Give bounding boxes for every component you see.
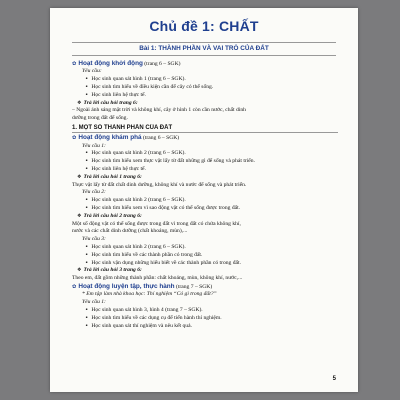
answer-heading — [72, 100, 338, 108]
list-item-text: Học sinh tìm hiểu xem vì sao động vật có thể sống được trong đất. — [91, 204, 241, 211]
section-heading-text: 1. MỘT SỐ THÀNH PHẦN CỦA ĐẤT — [72, 124, 173, 131]
paragraph-text: – Ngoài ánh sáng mặt trời và không khí, cây ở hình 1 còn cần nước, chất dinh — [72, 107, 246, 114]
requirement-text: * Em tập làm nhà khoa học: Thí nghiệm “Có gì trong đất?” — [82, 291, 217, 298]
requirement-text: Yêu cầu 1: — [82, 299, 106, 306]
answer-heading-text: Trả lời câu hỏi 2 trang 6: — [83, 212, 142, 219]
paragraph-text: dưỡng trong đất để sống. — [72, 115, 128, 122]
paragraph-line — [72, 182, 338, 190]
bullet-icon: • — [85, 314, 89, 321]
list-item — [72, 307, 338, 315]
list-item-text: Học sinh quan sát hình 2 (trang 6 – SGK). — [91, 150, 186, 157]
star-icon: ✿ — [72, 135, 77, 142]
requirement-label — [72, 299, 338, 307]
answer-heading-text: Trả lời câu hỏi 1 trang 6: — [83, 173, 142, 180]
list-item — [72, 150, 338, 158]
paragraph-line — [72, 221, 338, 229]
diamond-icon: ❖ — [77, 267, 82, 274]
paragraph-line — [72, 107, 338, 115]
bullet-icon: • — [85, 204, 89, 211]
chapter-title: Chủ đề 1: CHẤT — [149, 18, 259, 34]
star-icon: ✿ — [72, 61, 77, 67]
diamond-icon: ❖ — [77, 173, 82, 180]
requirement-label — [72, 68, 338, 76]
list-item-text: Học sinh tìm hiểu về điều kiện cần để cây có thể sống. — [91, 84, 214, 90]
requirement-text: Yêu cầu 3: — [82, 236, 106, 243]
list-item — [72, 158, 338, 166]
diamond-icon: ❖ — [77, 99, 82, 106]
list-item — [72, 323, 338, 331]
lesson-divider — [72, 55, 336, 56]
list-item-text: Học sinh quan sát hình 3, hình 4 (trang 7 – SGK). — [91, 306, 203, 313]
paragraph-line — [72, 115, 338, 123]
list-item — [72, 315, 338, 323]
activity-page-ref: (trang 6 – SGK) — [141, 135, 180, 142]
answer-heading-text: Trả lời câu hỏi 3 trang 6: — [83, 267, 142, 274]
activity-page-ref: (trang 7 – SGK) — [174, 283, 213, 290]
page-body — [72, 60, 338, 330]
requirement-label — [72, 189, 338, 197]
list-item — [72, 260, 338, 268]
list-item — [72, 92, 338, 100]
page-number: 5 — [332, 376, 336, 382]
bullet-icon: • — [85, 197, 89, 204]
list-item — [72, 244, 338, 252]
requirement-label — [72, 291, 338, 299]
requirement-text: Yêu cầu 2: — [82, 189, 106, 196]
activity-title: Hoạt động khởi động — [78, 60, 143, 67]
requirement-label — [72, 236, 338, 244]
bullet-icon: • — [85, 76, 89, 83]
list-item — [72, 197, 338, 205]
list-item — [72, 76, 338, 84]
list-item — [72, 252, 338, 260]
list-item-text: Học sinh tìm hiểu xem thực vật lấy từ đất những gì để sống và phát triển. — [91, 158, 255, 165]
paragraph-text: Thực vật lấy từ đất chất dinh dưỡng, không khí và nước để sống và phát triển. — [72, 181, 247, 188]
bullet-icon: • — [85, 165, 89, 172]
paragraph-line — [72, 275, 338, 283]
list-item-text: Học sinh tìm hiểu về các thành phần có trong đất. — [91, 251, 203, 258]
title-divider — [72, 42, 336, 43]
list-item-text: Học sinh quan sát thí nghiệm và nêu kết quả. — [91, 322, 192, 329]
section-heading — [72, 124, 338, 132]
bullet-icon: • — [85, 91, 89, 98]
activity-title: Hoạt động khám phá — [78, 134, 142, 142]
paragraph-text: nước và các chất dinh dưỡng (chất khoáng, mùn),... — [72, 228, 188, 235]
list-item-text: Học sinh tìm hiểu về các dụng cụ để tiến hành thí nghiệm. — [91, 314, 222, 321]
list-item-text: Học sinh quan sát hình 2 (trang 6 – SGK). — [91, 243, 186, 250]
paragraph-text: Theo em, đất gồm những thành phần: chất khoáng, mùn, không khí, nước,... — [72, 275, 243, 282]
bullet-icon: • — [85, 306, 89, 313]
bullet-icon: • — [85, 322, 89, 329]
bullet-icon: • — [85, 259, 89, 266]
lesson-title: Bài 1: THÀNH PHẦN VÀ VAI TRÒ CỦA ĐẤT — [139, 45, 269, 52]
requirement-label — [72, 143, 338, 151]
list-item-text: Học sinh liên hệ thực tế. — [91, 165, 146, 172]
bullet-icon: • — [85, 150, 89, 157]
activity-heading — [72, 60, 338, 68]
list-item-text: Học sinh quan sát hình 2 (trang 6 – SGK). — [91, 197, 186, 204]
answer-heading-text: Trả lời câu hỏi trang 6: — [83, 99, 138, 106]
activity-heading — [72, 283, 338, 291]
requirement-text: Yêu cầu 1: — [82, 142, 106, 149]
answer-heading — [72, 213, 338, 221]
list-item — [72, 166, 338, 174]
document-page — [50, 8, 358, 392]
bullet-icon: • — [85, 158, 89, 165]
list-item-text: Học sinh vận dụng những hiểu biết về các thành phần có trong đất. — [91, 259, 241, 266]
activity-page-ref: (trang 6 – SGK) — [142, 61, 181, 67]
list-item-text: Học sinh liên hệ thực tế. — [91, 91, 146, 98]
paragraph-line — [72, 228, 338, 236]
list-item-text: Học sinh quan sát hình 1 (trang 6 – SGK). — [91, 76, 186, 83]
activity-heading — [72, 134, 338, 142]
section-divider — [72, 132, 338, 133]
star-icon: ✿ — [72, 283, 77, 290]
bullet-icon: • — [85, 243, 89, 250]
bullet-icon: • — [85, 251, 89, 258]
activity-title: Hoạt động luyện tập, thực hành — [78, 282, 175, 290]
answer-heading — [72, 267, 338, 275]
bullet-icon: • — [85, 84, 89, 90]
paragraph-text: Một số động vật có thể sống được trong đất vì trong đất có chứa không khí, — [72, 220, 241, 227]
list-item — [72, 205, 338, 213]
list-item — [72, 84, 338, 92]
answer-heading — [72, 174, 338, 182]
diamond-icon: ❖ — [77, 212, 82, 219]
requirement-text: Yêu cầu: — [82, 68, 102, 75]
